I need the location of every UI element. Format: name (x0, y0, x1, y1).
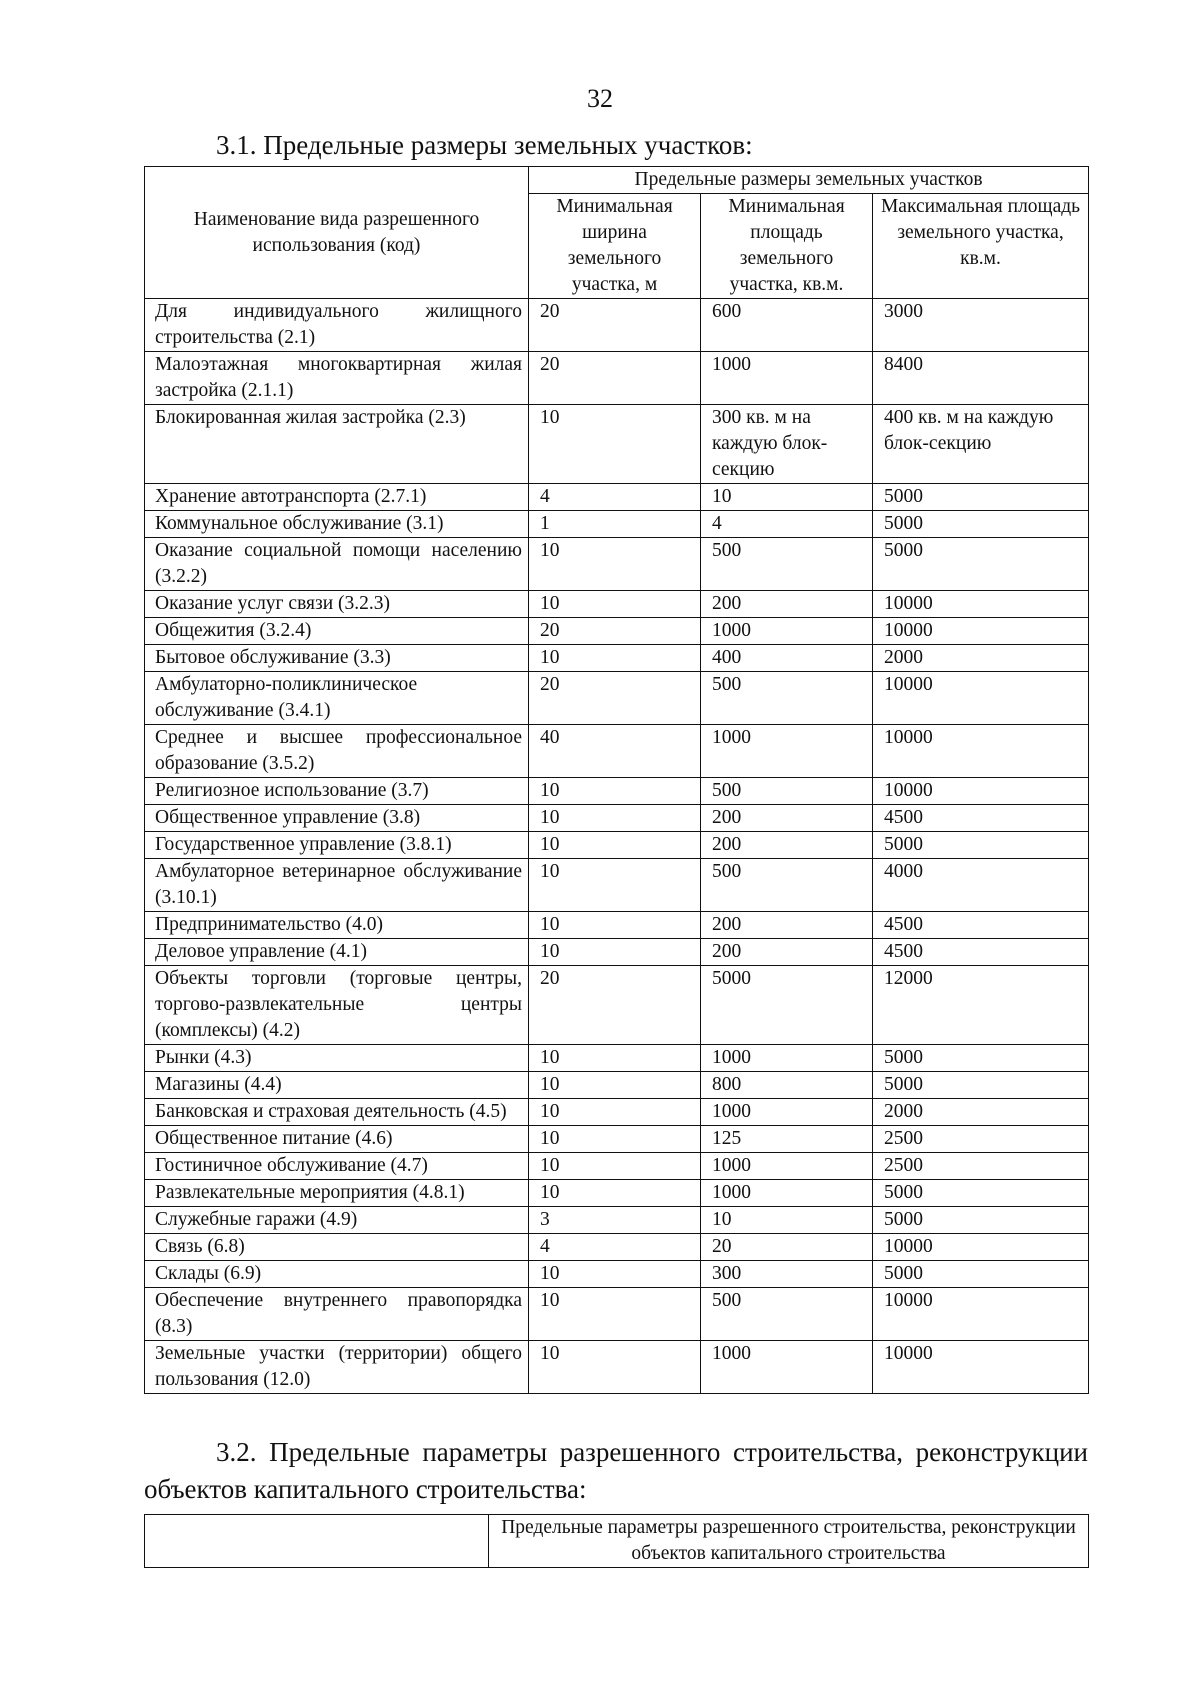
table-row (145, 778, 1089, 805)
cell-min-width: 10 (529, 832, 701, 859)
cell-use-type: Служебные гаражи (4.9) (145, 1207, 529, 1234)
cell-max-area: 10000 (873, 725, 1089, 778)
cell-min-width: 4 (529, 484, 701, 511)
table-row (145, 1234, 1089, 1261)
land-plot-limits-table-body (145, 299, 1089, 1394)
cell-min-area: 1000 (701, 1099, 873, 1126)
table-row (145, 1261, 1089, 1288)
cell-min-width: 10 (529, 538, 701, 591)
table-row (145, 484, 1089, 511)
cell-max-area: 400 кв. м на каждую блок-секцию (873, 405, 1089, 484)
cell-min-area: 200 (701, 832, 873, 859)
cell-min-width: 20 (529, 966, 701, 1045)
cell-use-type: Коммунальное обслуживание (3.1) (145, 511, 529, 538)
cell-min-area: 500 (701, 1288, 873, 1341)
table-row (145, 1045, 1089, 1072)
cell-use-type: Блокированная жилая застройка (2.3) (145, 405, 529, 484)
cell-min-width: 10 (529, 1288, 701, 1341)
cell-min-width: 10 (529, 778, 701, 805)
table-row (145, 1207, 1089, 1234)
table-row (145, 1288, 1089, 1341)
table-row (145, 1099, 1089, 1126)
cell-min-width: 20 (529, 618, 701, 645)
cell-use-type: Хранение автотранспорта (2.7.1) (145, 484, 529, 511)
cell-max-area: 4500 (873, 805, 1089, 832)
table-row (145, 1072, 1089, 1099)
cell-min-area: 200 (701, 591, 873, 618)
cell-min-width: 10 (529, 1341, 701, 1394)
table-row (145, 672, 1089, 725)
section-heading-land-plot-sizes: 3.1. Предельные размеры земельных участков: (216, 130, 753, 160)
table-row (145, 538, 1089, 591)
cell-max-area: 2500 (873, 1153, 1089, 1180)
cell-use-type: Обеспечение внутреннего правопорядка (8.3) (145, 1288, 529, 1341)
cell-min-width: 10 (529, 1126, 701, 1153)
cell-min-width: 10 (529, 859, 701, 912)
cell-min-area: 200 (701, 912, 873, 939)
cell-max-area: 5000 (873, 538, 1089, 591)
cell-min-width: 20 (529, 672, 701, 725)
cell-min-area: 600 (701, 299, 873, 352)
cell-min-width: 10 (529, 1045, 701, 1072)
cell-max-area: 5000 (873, 1045, 1089, 1072)
column-header-min-area: Минимальная площадь земельного участка, кв.м. (701, 194, 873, 299)
cell-min-width: 10 (529, 645, 701, 672)
cell-use-type: Амбулаторное ветеринарное обслуживание (3.10.1) (145, 859, 529, 912)
cell-use-type: Оказание социальной помощи населению (3.2.2) (145, 538, 529, 591)
cell-min-area: 1000 (701, 352, 873, 405)
cell-min-area: 125 (701, 1126, 873, 1153)
cell-max-area: 2000 (873, 1099, 1089, 1126)
cell-max-area: 5000 (873, 1261, 1089, 1288)
cell-min-area: 500 (701, 778, 873, 805)
table-row (145, 725, 1089, 778)
cell-use-type: Оказание услуг связи (3.2.3) (145, 591, 529, 618)
table-row (145, 299, 1089, 352)
cell-min-area: 400 (701, 645, 873, 672)
table-row (145, 966, 1089, 1045)
cell-use-type: Среднее и высшее профессиональное образование (3.5.2) (145, 725, 529, 778)
construction-parameters-left-header (145, 1515, 489, 1568)
table-row (145, 832, 1089, 859)
cell-max-area: 4000 (873, 859, 1089, 912)
cell-min-width: 10 (529, 405, 701, 484)
cell-min-width: 10 (529, 591, 701, 618)
table-row (145, 645, 1089, 672)
cell-use-type: Религиозное использование (3.7) (145, 778, 529, 805)
cell-min-width: 10 (529, 939, 701, 966)
land-plot-limits-table (144, 166, 1089, 1394)
cell-min-area: 1000 (701, 618, 873, 645)
cell-use-type: Банковская и страховая деятельность (4.5) (145, 1099, 529, 1126)
cell-min-width: 10 (529, 1072, 701, 1099)
cell-use-type: Общественное питание (4.6) (145, 1126, 529, 1153)
cell-use-type: Развлекательные мероприятия (4.8.1) (145, 1180, 529, 1207)
cell-min-width: 10 (529, 1261, 701, 1288)
table-row (145, 805, 1089, 832)
cell-max-area: 5000 (873, 1180, 1089, 1207)
cell-min-area: 300 (701, 1261, 873, 1288)
cell-min-area: 4 (701, 511, 873, 538)
cell-use-type: Общежития (3.2.4) (145, 618, 529, 645)
cell-max-area: 4500 (873, 939, 1089, 966)
cell-use-type: Государственное управление (3.8.1) (145, 832, 529, 859)
cell-min-area: 500 (701, 672, 873, 725)
section-heading-construction-parameters: 3.2. Предельные параметры разрешенного строительства, реконструкции объектов капитального строительства: (144, 1437, 1088, 1504)
table-row (145, 618, 1089, 645)
cell-min-width: 40 (529, 725, 701, 778)
cell-max-area: 5000 (873, 1072, 1089, 1099)
cell-max-area: 10000 (873, 591, 1089, 618)
table-row (145, 912, 1089, 939)
cell-use-type: Земельные участки (территории) общего пользования (12.0) (145, 1341, 529, 1394)
cell-min-width: 20 (529, 299, 701, 352)
cell-max-area: 10000 (873, 672, 1089, 725)
cell-min-width: 10 (529, 912, 701, 939)
cell-max-area: 3000 (873, 299, 1089, 352)
construction-parameters-header-row (145, 1515, 1089, 1568)
cell-max-area: 4500 (873, 912, 1089, 939)
land-plot-limits-table-header (145, 167, 1089, 299)
cell-use-type: Объекты торговли (торговые центры, торгово-развлекательные центры (комплексы) (4.2) (145, 966, 529, 1045)
cell-min-area: 200 (701, 805, 873, 832)
cell-max-area: 12000 (873, 966, 1089, 1045)
cell-max-area: 10000 (873, 618, 1089, 645)
table-row (145, 511, 1089, 538)
cell-min-area: 1000 (701, 1153, 873, 1180)
table-row (145, 1341, 1089, 1394)
cell-min-width: 10 (529, 805, 701, 832)
cell-min-area: 500 (701, 538, 873, 591)
cell-min-width: 3 (529, 1207, 701, 1234)
cell-min-width: 4 (529, 1234, 701, 1261)
construction-parameters-table (144, 1514, 1089, 1568)
cell-min-area: 10 (701, 1207, 873, 1234)
cell-use-type: Рынки (4.3) (145, 1045, 529, 1072)
table-row (145, 591, 1089, 618)
cell-min-area: 20 (701, 1234, 873, 1261)
column-header-use-type: Наименование вида разрешенного использования (код) (145, 167, 529, 299)
cell-min-width: 10 (529, 1153, 701, 1180)
cell-max-area: 5000 (873, 484, 1089, 511)
cell-min-width: 10 (529, 1099, 701, 1126)
cell-max-area: 5000 (873, 1207, 1089, 1234)
cell-use-type: Бытовое обслуживание (3.3) (145, 645, 529, 672)
cell-max-area: 10000 (873, 1288, 1089, 1341)
table-row (145, 1180, 1089, 1207)
table-row (145, 939, 1089, 966)
cell-min-width: 1 (529, 511, 701, 538)
page-number: 32 (587, 84, 613, 113)
cell-use-type: Амбулаторно-поликлиническое обслуживание (3.4.1) (145, 672, 529, 725)
cell-use-type: Магазины (4.4) (145, 1072, 529, 1099)
cell-min-area: 1000 (701, 1180, 873, 1207)
cell-min-area: 1000 (701, 725, 873, 778)
cell-min-area: 200 (701, 939, 873, 966)
cell-max-area: 10000 (873, 1234, 1089, 1261)
cell-max-area: 2500 (873, 1126, 1089, 1153)
cell-use-type: Малоэтажная многоквартирная жилая застройка (2.1.1) (145, 352, 529, 405)
table-row (145, 405, 1089, 484)
cell-max-area: 5000 (873, 511, 1089, 538)
cell-min-area: 500 (701, 859, 873, 912)
cell-min-area: 10 (701, 484, 873, 511)
cell-max-area: 5000 (873, 832, 1089, 859)
cell-max-area: 8400 (873, 352, 1089, 405)
table-row (145, 859, 1089, 912)
column-header-max-area: Максимальная площадь земельного участка, кв.м. (873, 194, 1089, 299)
table-row (145, 1126, 1089, 1153)
cell-min-area: 1000 (701, 1045, 873, 1072)
table-row (145, 1153, 1089, 1180)
cell-min-area: 1000 (701, 1341, 873, 1394)
cell-min-area: 5000 (701, 966, 873, 1045)
cell-min-width: 20 (529, 352, 701, 405)
construction-parameters-right-header: Предельные параметры разрешенного строительства, реконструкции объектов капитального строительства (489, 1515, 1089, 1568)
cell-max-area: 10000 (873, 778, 1089, 805)
cell-min-area: 300 кв. м на каждую блок-секцию (701, 405, 873, 484)
cell-min-width: 10 (529, 1180, 701, 1207)
cell-max-area: 10000 (873, 1341, 1089, 1394)
cell-max-area: 2000 (873, 645, 1089, 672)
cell-use-type: Деловое управление (4.1) (145, 939, 529, 966)
cell-use-type: Гостиничное обслуживание (4.7) (145, 1153, 529, 1180)
cell-min-area: 800 (701, 1072, 873, 1099)
cell-use-type: Общественное управление (3.8) (145, 805, 529, 832)
cell-use-type: Склады (6.9) (145, 1261, 529, 1288)
column-group-header-plot-sizes: Предельные размеры земельных участков (529, 167, 1089, 194)
table-row (145, 352, 1089, 405)
cell-use-type: Связь (6.8) (145, 1234, 529, 1261)
cell-use-type: Предпринимательство (4.0) (145, 912, 529, 939)
column-header-min-width: Минимальная ширина земельного участка, м (529, 194, 701, 299)
cell-use-type: Для индивидуального жилищного строительства (2.1) (145, 299, 529, 352)
